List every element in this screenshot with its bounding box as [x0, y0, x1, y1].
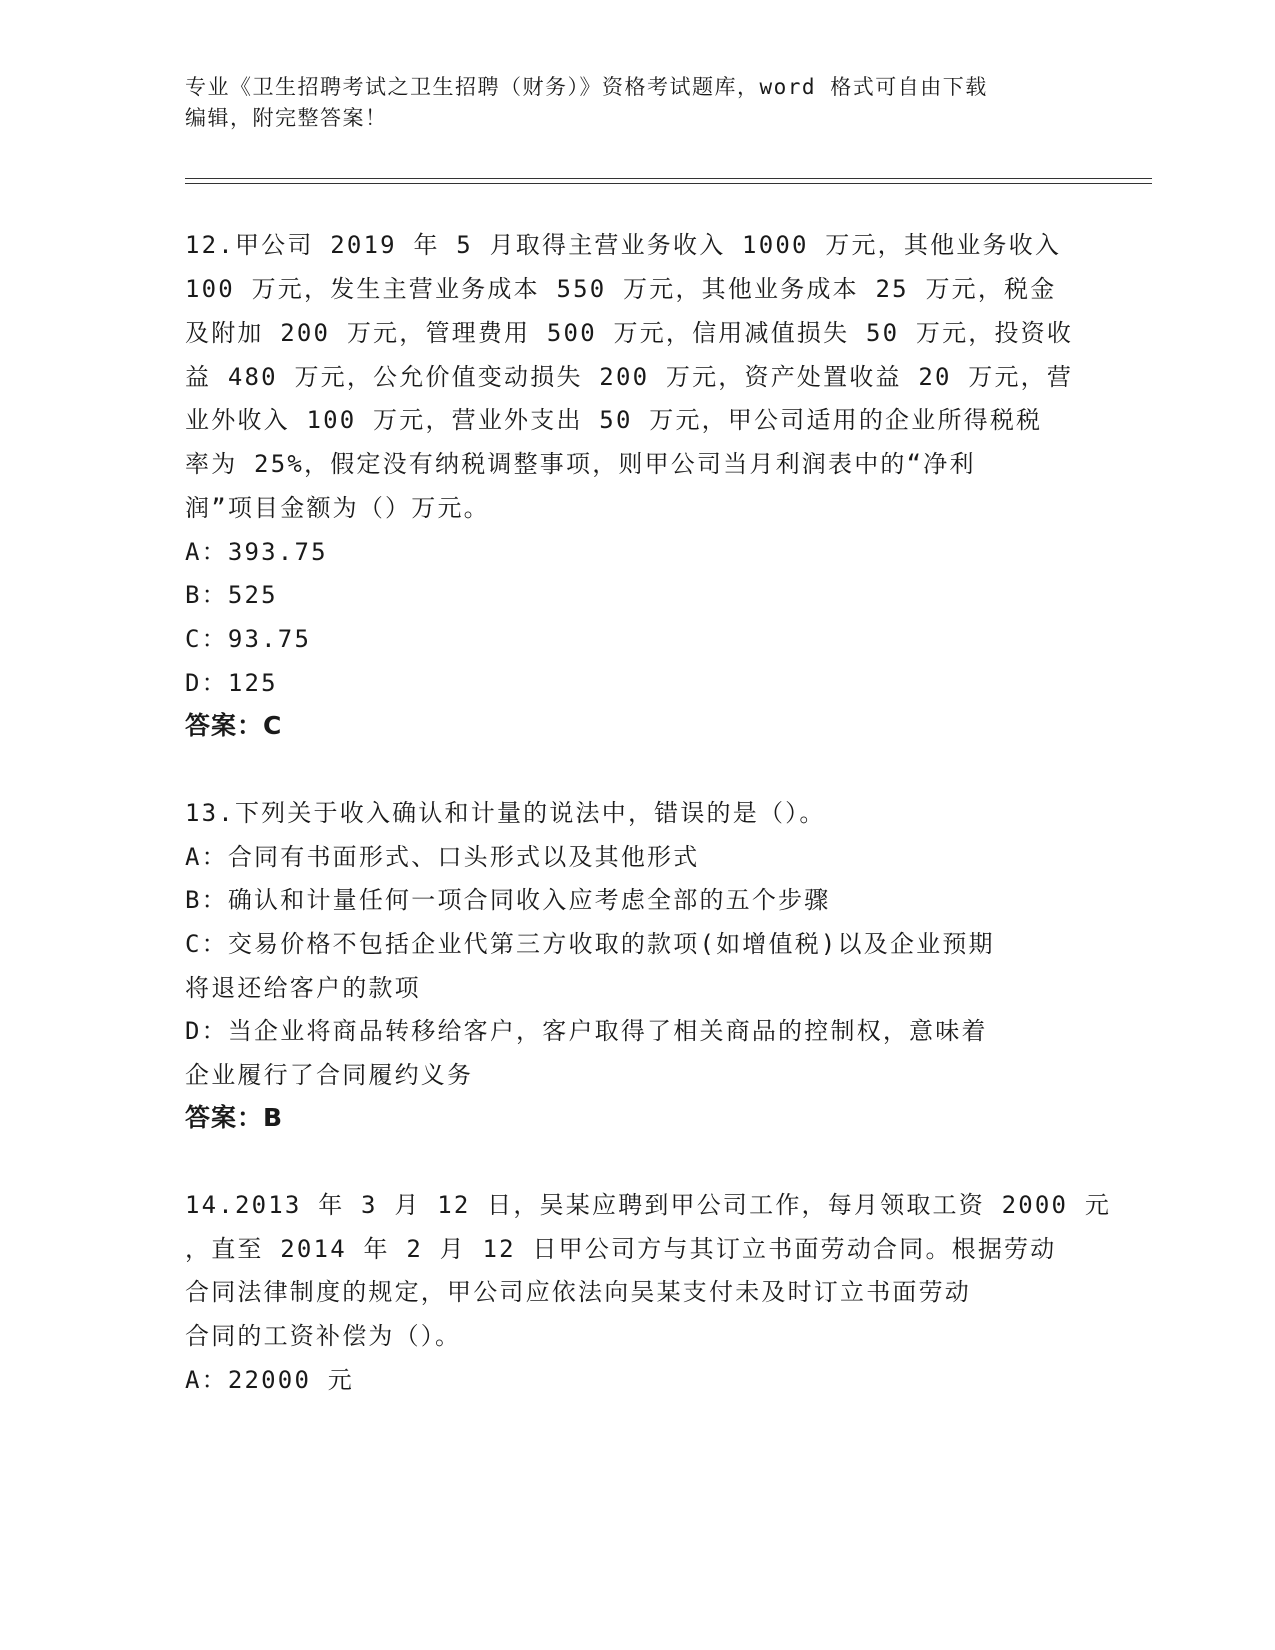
question-stem-line: 及附加 200 万元，管理费用 500 万元，信用减值损失 50 万元，投资收	[185, 319, 1074, 347]
header-line: 编辑，附完整答案！	[185, 106, 388, 130]
option-d-continuation: 企业履行了合同履约义务	[185, 1061, 474, 1089]
question-stem-line: 合同法律制度的规定，甲公司应依法向吴某支付未及时订立书面劳动	[185, 1278, 971, 1306]
question-stem-line: 12.甲公司 2019 年 5 月取得主营业务收入 1000 万元，其他业务收入	[185, 231, 1062, 259]
option-d: D：当企业将商品转移给客户，客户取得了相关商品的控制权，意味着	[185, 1017, 988, 1045]
option-c: C：93.75	[185, 625, 312, 653]
question-stem-line: 100 万元，发生主营业务成本 550 万元，其他业务成本 25 万元，税金	[185, 275, 1057, 303]
option-a: A：22000 元	[185, 1366, 354, 1394]
option-d: D：125	[185, 669, 278, 697]
question-stem-line: 13.下列关于收入确认和计量的说法中，错误的是（）。	[185, 799, 826, 827]
question-stem-line: ，直至 2014 年 2 月 12 日甲公司方与其订立书面劳动合同。根据劳动	[185, 1235, 1057, 1263]
question-stem-line: 14.2013 年 3 月 12 日，吴某应聘到甲公司工作，每月领取工资 2000 元	[185, 1191, 1112, 1219]
answer-label: 答案：B	[185, 1103, 284, 1132]
option-a: A：合同有书面形式、口头形式以及其他形式	[185, 843, 700, 871]
header-line: 专业《卫生招聘考试之卫生招聘（财务）》资格考试题库，word 格式可自由下载	[185, 75, 988, 99]
option-c-continuation: 将退还给客户的款项	[185, 974, 421, 1002]
option-b: B：确认和计量任何一项合同收入应考虑全部的五个步骤	[185, 886, 831, 914]
option-c: C：交易价格不包括企业代第三方收取的款项(如增值税)以及企业预期	[185, 930, 995, 958]
option-a: A：393.75	[185, 538, 328, 566]
header-divider	[185, 183, 1152, 184]
document-header	[185, 72, 1065, 134]
question-stem-line: 业外收入 100 万元，营业外支出 50 万元，甲公司适用的企业所得税税	[185, 406, 1043, 434]
answer-label: 答案：C	[185, 711, 283, 740]
question-stem-line: 润”项目金额为（）万元。	[185, 494, 490, 522]
question-stem-line: 合同的工资补偿为（）。	[185, 1322, 462, 1350]
question-stem-line: 益 480 万元，公允价值变动损失 200 万元，资产处置收益 20 万元，营	[185, 363, 1074, 391]
question-stem-line: 率为 25%，假定没有纳税调整事项，则甲公司当月利润表中的“净利	[185, 450, 976, 478]
option-b: B：525	[185, 581, 278, 609]
header-divider	[185, 178, 1152, 179]
